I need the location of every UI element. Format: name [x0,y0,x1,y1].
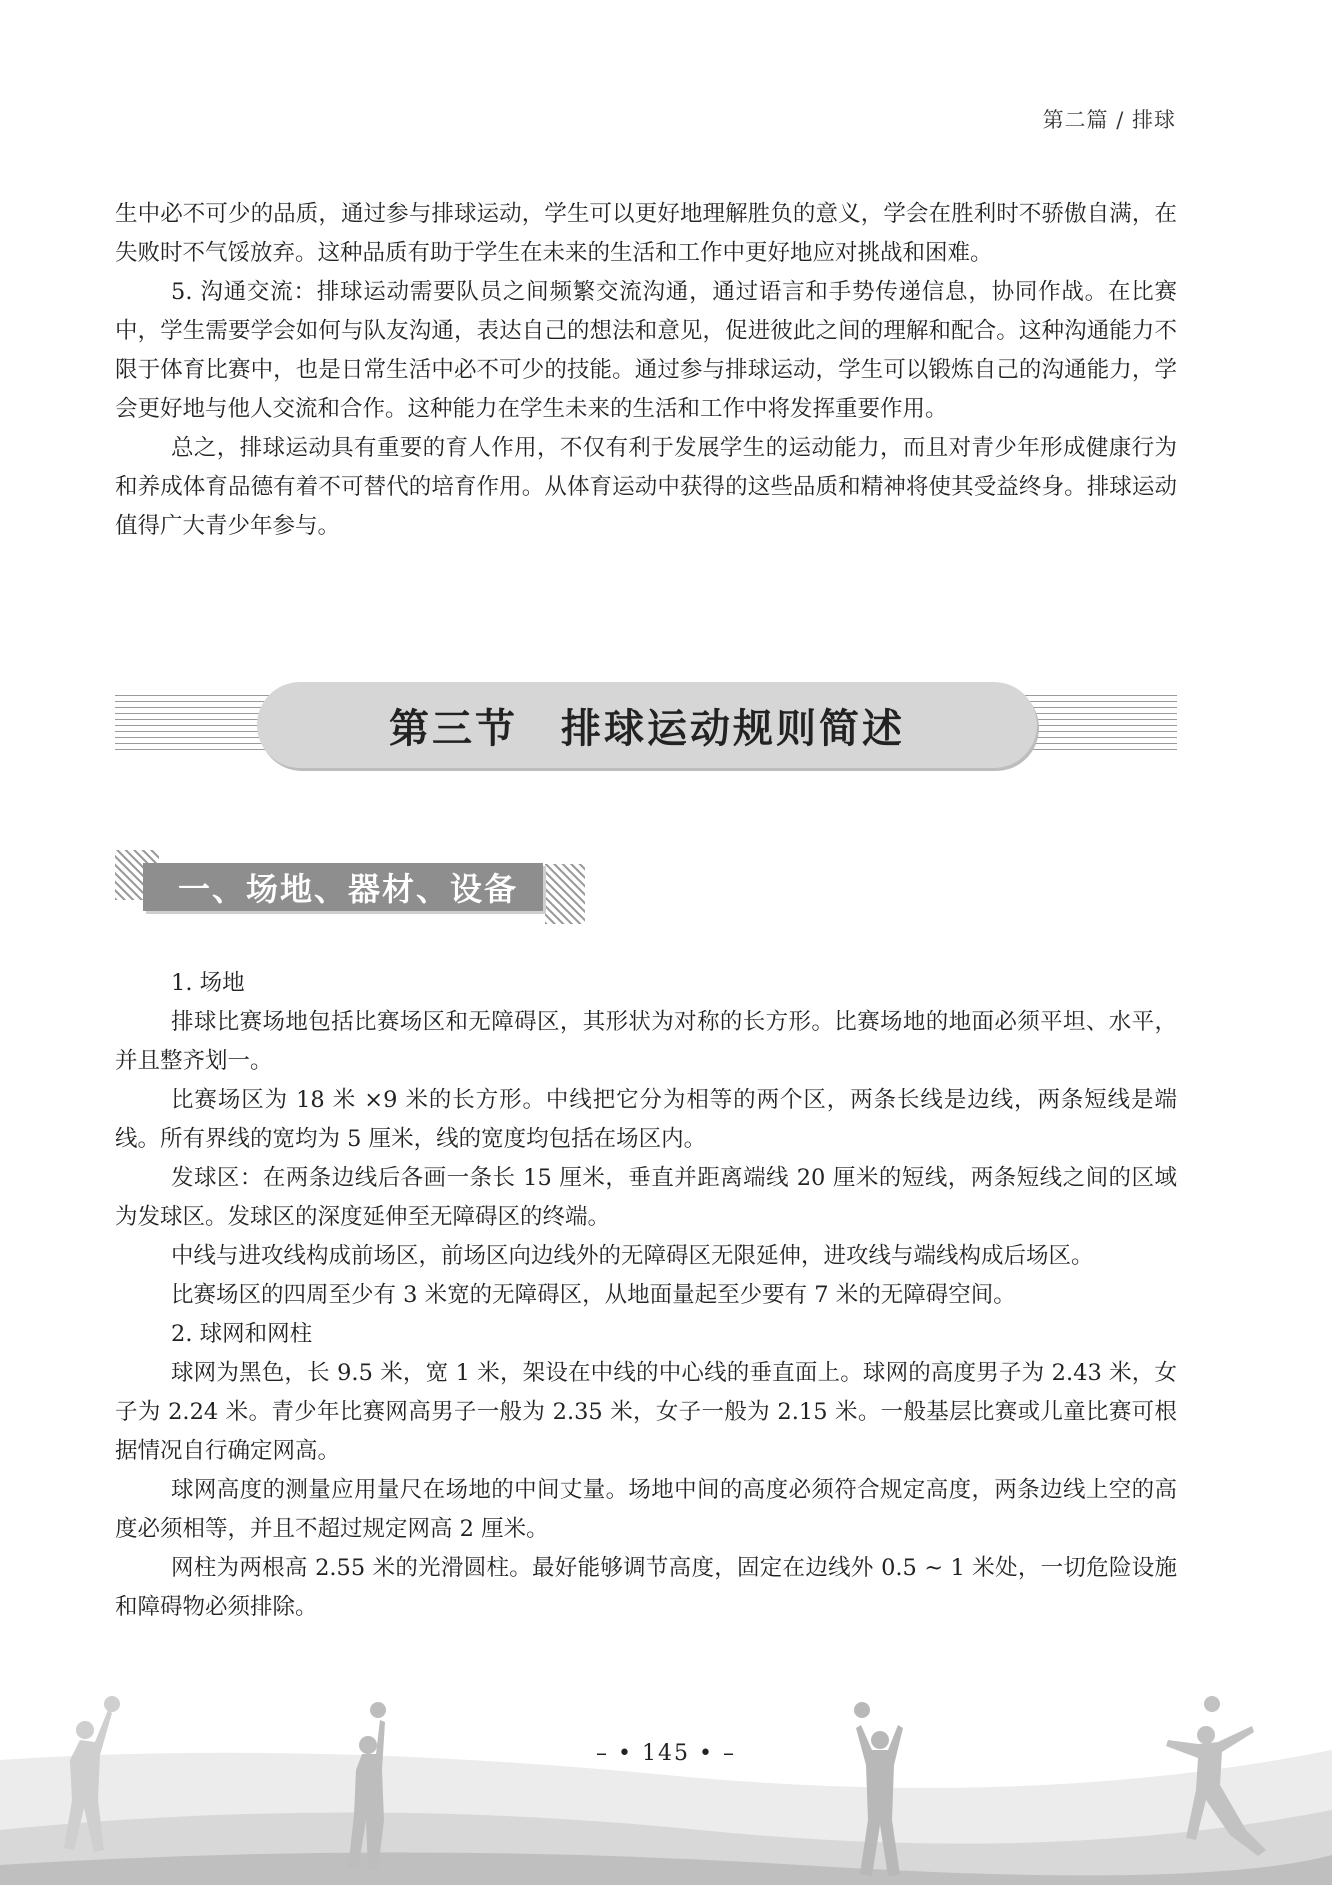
subsection-title: 一、场地、器材、设备 [178,870,519,908]
footer-decoration [0,1680,1332,1885]
section-banner [115,682,1177,768]
paragraph: 中线与进攻线构成前场区，前场区向边线外的无障碍区无限延伸，进攻线与端线构成后场区。 [171,1243,1094,1269]
body-text-block [115,964,1177,1627]
hatch-decoration [545,864,585,924]
paragraph-heading: 1. 场地 [171,970,245,996]
paragraph: 生中必不可少的品质，通过参与排球运动，学生可以更好地理解胜负的意义，学会在胜利时不骄傲自满，在失败时不气馁放弃。这种品质有助于学生在未来的生活和工作中更好地应对挑战和困难。 [115,201,1177,266]
section-title-pill [257,682,1037,768]
paragraph: 总之，排球运动具有重要的育人作用，不仅有利于发展学生的运动能力，而且对青少年形成健康行为和养成体育品德有着不可替代的培育作用。从体育运动中获得的这些品质和精神将使其受益终身。排球运动值得广大青少年参与。 [115,435,1177,539]
top-text-block [115,195,1177,546]
banner-stripes-left [115,695,275,755]
subsection-banner [115,850,585,926]
paragraph: 网柱为两根高 2.55 米的光滑圆柱。最好能够调节高度，固定在边线外 0.5 ~ 1 米处，一切危险设施和障碍物必须排除。 [115,1555,1177,1620]
running-header: 第二篇 / 排球 [1042,108,1176,132]
paragraph: 5. 沟通交流：排球运动需要队员之间频繁交流沟通，通过语言和手势传递信息，协同作战。在比赛中，学生需要学会如何与队友沟通，表达自己的想法和意见，促进彼此之间的理解和配合。这种沟通能力不限于体育比赛中，也是日常生活中必不可少的技能。通过参与排球运动，学生可以锻炼自己的沟通能力，学会更好地与他人交流和合作。这种能力在学生未来的生活和工作中将发挥重要作用。 [115,279,1177,422]
page-number: – • 145 • – [596,1741,736,1766]
paragraph: 排球比赛场地包括比赛场区和无障碍区，其形状为对称的长方形。比赛场地的地面必须平坦、水平，并且整齐划一。 [115,1009,1177,1074]
paragraph: 球网高度的测量应用量尺在场地的中间丈量。场地中间的高度必须符合规定高度，两条边线上空的高度必须相等，并且不超过规定网高 2 厘米。 [115,1477,1177,1542]
paragraph: 球网为黑色，长 9.5 米，宽 1 米，架设在中线的中心线的垂直面上。球网的高度男子为 2.43 米，女子为 2.24 米。青少年比赛网高男子一般为 2.35 米，女子一般为 2.15 米。一般基层比赛或儿童比赛可根据情况自行确定网高。 [115,1360,1177,1464]
paragraph: 比赛场区为 18 米 ×9 米的长方形。中线把它分为相等的两个区，两条长线是边线，两条短线是端线。所有界线的宽均为 5 厘米，线的宽度均包括在场区内。 [115,1087,1177,1152]
banner-stripes-right [1017,695,1177,755]
subsection-title-box [143,863,543,911]
paragraph: 比赛场区的四周至少有 3 米宽的无障碍区，从地面量起至少要有 7 米的无障碍空间。 [171,1282,1016,1308]
paragraph-heading: 2. 球网和网柱 [171,1321,313,1347]
section-title: 第三节 排球运动规则简述 [389,704,905,752]
paragraph: 发球区：在两条边线后各画一条长 15 厘米，垂直并距离端线 20 厘米的短线，两条短线之间的区域为发球区。发球区的深度延伸至无障碍区的终端。 [115,1165,1177,1230]
